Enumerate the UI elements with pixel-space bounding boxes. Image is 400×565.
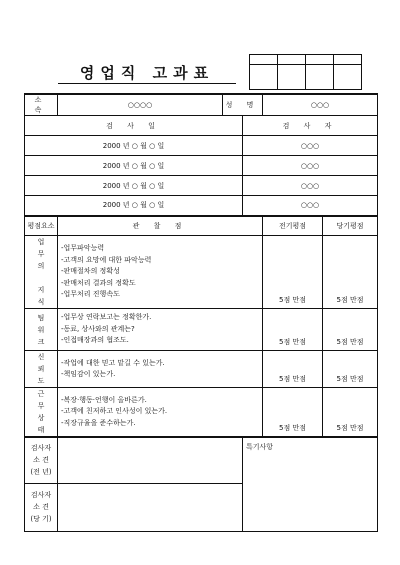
curr-score-cell[interactable]: 5점 만점	[323, 388, 378, 438]
curr-score-cell[interactable]: 5점 만점	[323, 309, 378, 351]
section-label	[25, 309, 58, 351]
approval-box	[249, 54, 362, 90]
curr-opinion-label	[25, 483, 58, 531]
approval-cell	[306, 55, 334, 65]
section-label-text: 업 무 의 지 식	[37, 238, 45, 306]
section-label	[25, 236, 58, 309]
signature-cell	[306, 65, 334, 90]
section-items	[58, 351, 263, 388]
observation-item: -인접매장과의 협조도.	[61, 336, 129, 345]
section-label-text: 신 뢰 도	[37, 353, 45, 385]
inspection-date[interactable]: 2000 년 ○ 월 ○ 일	[25, 136, 243, 156]
inspection-date[interactable]: 2000 년 ○ 월 ○ 일	[25, 176, 243, 196]
observation-item: -복장·행동·언행이 올바른가.	[61, 395, 147, 404]
section-items	[58, 388, 263, 438]
inspector-name[interactable]: ○○○	[243, 136, 378, 156]
name-value[interactable]: ○○○	[263, 94, 378, 116]
division-value[interactable]: ○○○○	[58, 94, 223, 116]
inspection-date-header: 검 사 일	[25, 116, 243, 136]
col-curr-score-header: 당기평점	[323, 216, 378, 236]
observation-item: -작업에 대한 믿고 맡길 수 있는가.	[61, 358, 165, 367]
prev-score-cell[interactable]: 5점 만점	[263, 351, 323, 388]
inspector-name[interactable]: ○○○	[243, 176, 378, 196]
observation-item: -판매처리 결과의 정확도	[61, 278, 136, 287]
observation-item: -동료, 상사와의 관계는?	[61, 324, 135, 333]
section-items	[58, 236, 263, 309]
col-element-header: 평점요소	[25, 216, 58, 236]
observation-item: -업무파악능력	[61, 244, 105, 253]
inspector-header: 검 사 자	[243, 116, 378, 136]
name-label: 성 명	[223, 94, 263, 116]
section-items	[58, 309, 263, 351]
observation-item: -고객의 요망에 대한 파악능력	[61, 255, 152, 264]
section-label	[25, 388, 58, 438]
section-label-text: 근 무 상 태	[37, 390, 45, 434]
special-notes-field[interactable]	[243, 437, 378, 531]
prev-opinion-label-text: 검사자 소 견 (전 년)	[30, 444, 52, 477]
signature-cell	[278, 65, 306, 90]
col-prev-score-header: 전기평점	[263, 216, 323, 236]
curr-score-cell[interactable]: 5점 만점	[323, 351, 378, 388]
inspector-name[interactable]: ○○○	[243, 196, 378, 216]
evaluation-form	[24, 93, 378, 532]
special-notes-label: 특기사항	[246, 443, 274, 451]
curr-score-cell[interactable]: 5점 만점	[323, 236, 378, 309]
observation-item: -업무상 연락보고는 정확한가.	[61, 313, 152, 322]
section-label-text: 팀 워 크	[37, 313, 45, 346]
inspection-date[interactable]: 2000 년 ○ 월 ○ 일	[25, 156, 243, 176]
approval-cell	[334, 55, 362, 65]
inspection-date[interactable]: 2000 년 ○ 월 ○ 일	[25, 196, 243, 216]
observation-item: -판매절차의 정확성	[61, 267, 120, 276]
curr-opinion-field[interactable]	[58, 483, 243, 531]
signature-cell	[250, 65, 278, 90]
observation-item: -책임감이 있는가.	[61, 370, 116, 378]
approval-cell	[278, 55, 306, 65]
curr-opinion-label-text: 검사자 소 견 (당 기)	[30, 491, 52, 523]
col-observation-header: 관 찰 점	[58, 216, 263, 236]
prev-score-cell[interactable]: 5점 만점	[263, 236, 323, 309]
section-label	[25, 351, 58, 388]
observation-item: -고객에 친저하고 인사성이 있는가.	[61, 407, 168, 416]
observation-item: -업무처리 진행속도	[61, 290, 120, 299]
observation-item: -직장규율을 준수하는가.	[61, 418, 136, 427]
prev-score-cell[interactable]: 5점 만점	[263, 309, 323, 351]
page-title: 영업직 고과표	[58, 62, 236, 84]
division-label: 소 속	[25, 94, 58, 116]
prev-opinion-label	[25, 437, 58, 483]
prev-score-cell[interactable]: 5점 만점	[263, 388, 323, 438]
approval-cell	[250, 55, 278, 65]
inspector-name[interactable]: ○○○	[243, 156, 378, 176]
signature-cell	[334, 65, 362, 90]
prev-opinion-field[interactable]	[58, 437, 243, 483]
